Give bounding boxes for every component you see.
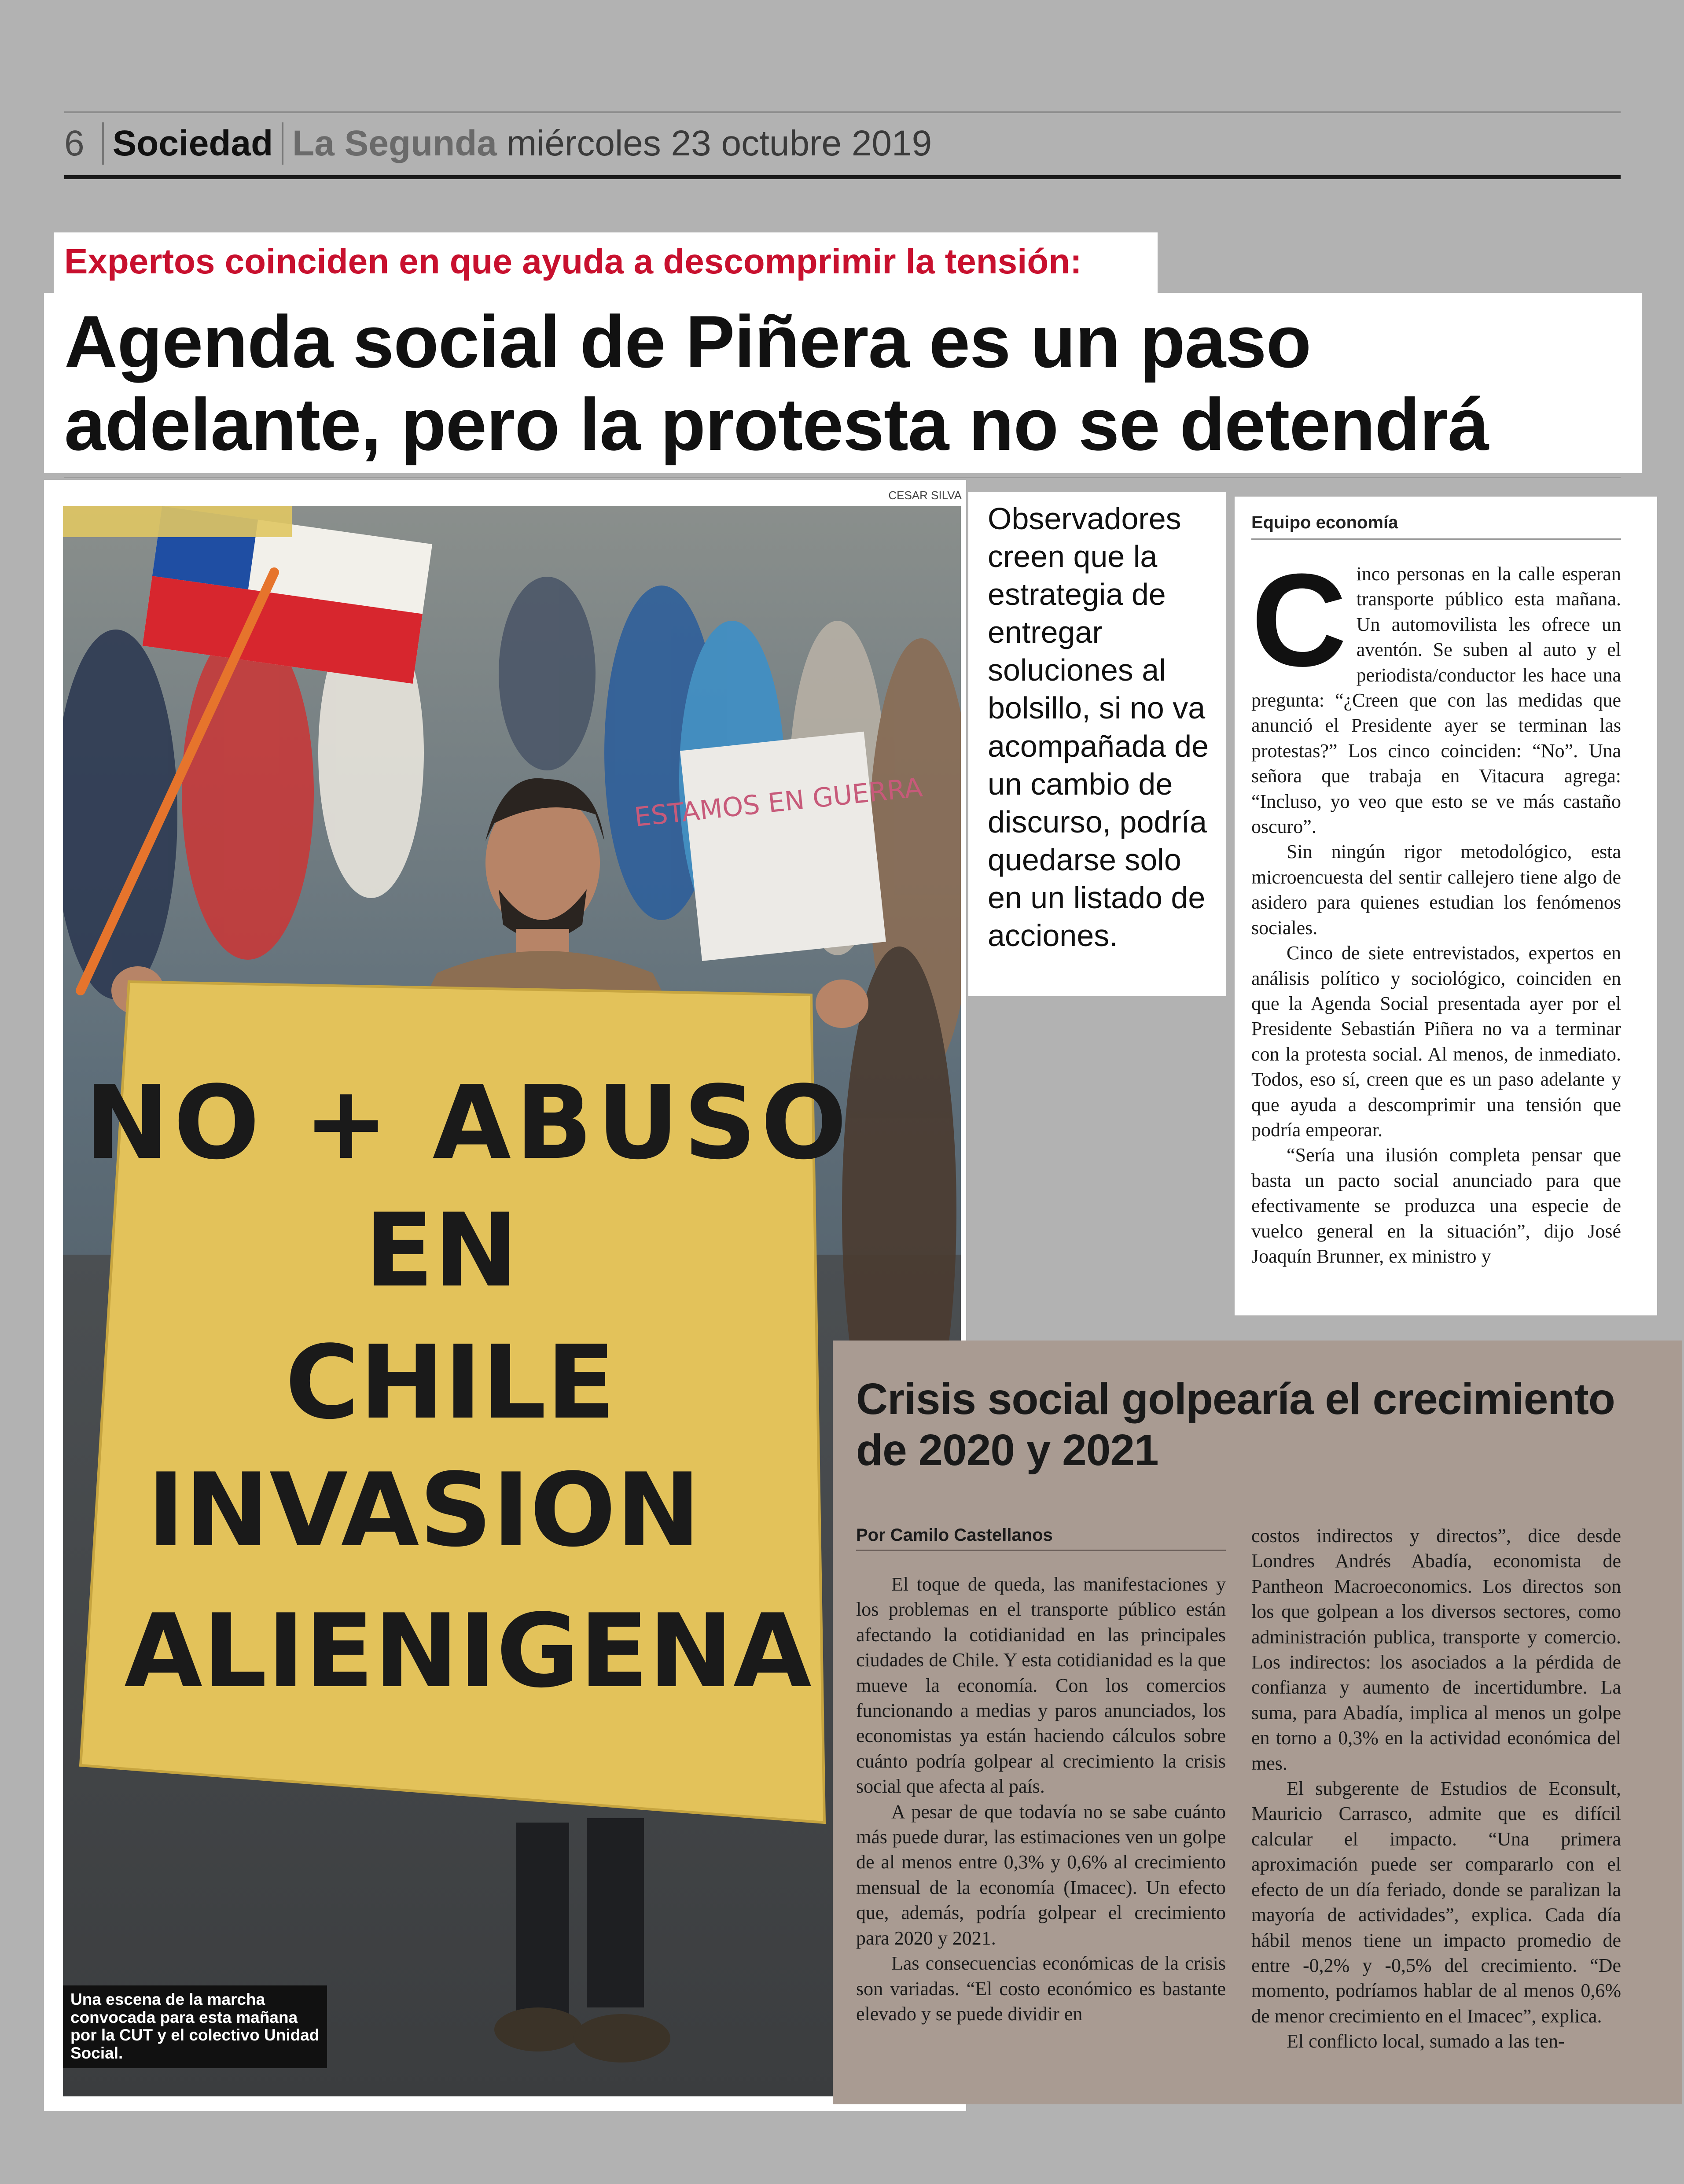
background-sign-text: ESTAMOS EN GUERRA (632, 772, 924, 833)
header-top-rule (64, 111, 1621, 113)
sidebar-column-1 (856, 1572, 1226, 2087)
svg-text:CHILE: CHILE (285, 1324, 616, 1442)
sidebar-paragraph: El subgerente de Estudios de Econsult, Mauricio Carrasco, admite que es difícil calcular el impacto. “Una primera aproximación puede ser compararlo con el efecto de un día feriado, donde se paralizan la mayoría de actividades”, explica. Cada día hábil menos tiene un impacto promedio de entre -0,2% y -0,5% del crecimiento. “De momento, podríamos hablar de al menos 0,6% de menor crecimiento en el Imacec”, explica. (1251, 1778, 1621, 2027)
section-name: Sociedad (112, 123, 273, 163)
sidebar-paragraph: Las consecuencias económicas de la crisis son variadas. “El costo económico es bastante elevado y se puede dividir en (856, 1952, 1226, 2025)
sidebar-column-2 (1251, 1523, 1621, 2091)
header-bottom-rule (64, 175, 1621, 179)
article-byline: Equipo economía (1251, 513, 1398, 532)
issue-date: miércoles 23 octubre 2019 (506, 123, 932, 163)
kicker: Expertos coinciden en que ayuda a descomprimir la tensión: (64, 242, 1082, 281)
svg-text:NO + ABUSO: NO + ABUSO (84, 1064, 852, 1182)
article-paragraph: Sin ningún rigor metodológico, esta microencuesta del sentir callejero tiene algo de asidero para quienes estudian los fenómenos sociales. (1251, 841, 1621, 939)
svg-text:ALIENIGENA: ALIENIGENA (124, 1593, 812, 1710)
protest-photo-illustration (63, 506, 961, 2096)
sidebar-byline-rule (856, 1550, 1226, 1551)
pull-quote: Observadores creen que la estrategia de entregar soluciones al bolsillo, si no va acompañada de un cambio de discurso, podría quedarse solo en un listado de acciones. (988, 501, 1209, 953)
photo-caption: Una escena de la marcha convocada para esta mañana por la CUT y el colectivo Unidad Social. (70, 1990, 320, 2062)
svg-text:EN: EN (364, 1192, 518, 1310)
headline: Agenda social de Piñera es un paso adelante, pero la protesta no se detendrá (64, 300, 1489, 466)
headline-rule (64, 477, 1621, 478)
publication-name: La Segunda (292, 123, 497, 163)
protest-photo (63, 506, 961, 2096)
sidebar-paragraph: El toque de queda, las manifestaciones y los problemas en el transporte público están afectando la cotidianidad en las principales ciudades de Chile. Y esta cotidianidad es la que mueve la economía. Con los comercios funcionando a medias y paros anunciados, los economistas ya están haciendo cálculos sobre cuánto podría golpear al crecimiento la crisis social que afecta al país. (856, 1573, 1226, 1797)
article-paragraph-text: inco personas en la calle esperan transporte público esta mañana. Un automovilista les ofrece un aventón. Se suben al auto y el periodista/conductor les hace una pregunta: “¿Creen que con las medidas que anunció el Presidente ayer se terminan las protestas?” Los cinco coinciden: “No”. Una señora que trabaja en Vitacura agrega: “Incluso, yo veo que esto se ve más castaño oscuro”. (1251, 563, 1621, 838)
photo-credit: CESAR SILVA (888, 489, 962, 502)
article-paragraph: “Sería una ilusión completa pensar que basta un pacto social anunciado para que efectivamente se produzca una especie de vuelco general en la situación”, dijo José Joaquín Brunner, ex ministro y (1251, 1144, 1621, 1267)
sidebar-paragraph: costos indirectos y directos”, dice desde Londres Andrés Abadía, economista de Pantheon Macroeconomics. Los directos son los que golpean a los diversos sectores, como administración publica, transporte y comercio. Los indirectos: los asociados a la pérdida de confianza y aumento de incertidumbre. La suma, para Abadía, implica al menos un golpe en torno a 0,3% en la actividad económica del mes. (1251, 1525, 1621, 1774)
page-number: 6 (64, 123, 85, 163)
article-paragraph: Cinco de siete entrevistados, expertos en análisis político y sociológico, coinciden en que la Agenda Social presentada ayer por el Presidente Sebastián Piñera no va a terminar con la protesta social. Al menos, de inmediato. Todos, eso sí, creen que es un paso adelante y que ayuda a descomprimir una tensión que podría empeorar. (1251, 942, 1621, 1141)
header-divider (102, 122, 104, 165)
page-header (64, 115, 932, 172)
article-paragraph (1251, 561, 1621, 839)
sidebar-byline: Por Camilo Castellanos (856, 1525, 1053, 1545)
sidebar-title: Crisis social golpearía el crecimiento de 2020 y 2021 (856, 1374, 1615, 1475)
sidebar-paragraph: A pesar de que todavía no se sabe cuánto más puede durar, las estimaciones ven un golpe de al menos entre 0,3% y 0,6% al crecimiento mensual de la economía (Imacec). Un efecto que, además, podría golpear el crecimiento para 2020 y 2021. (856, 1801, 1226, 1949)
svg-text:INVASION: INVASION (147, 1452, 701, 1569)
drop-cap: C (1251, 561, 1347, 694)
byline-rule (1251, 538, 1621, 540)
header-divider (282, 122, 283, 165)
article-body (1251, 561, 1621, 1305)
sidebar-paragraph: El conflicto local, sumado a las ten- (1287, 2030, 1565, 2052)
